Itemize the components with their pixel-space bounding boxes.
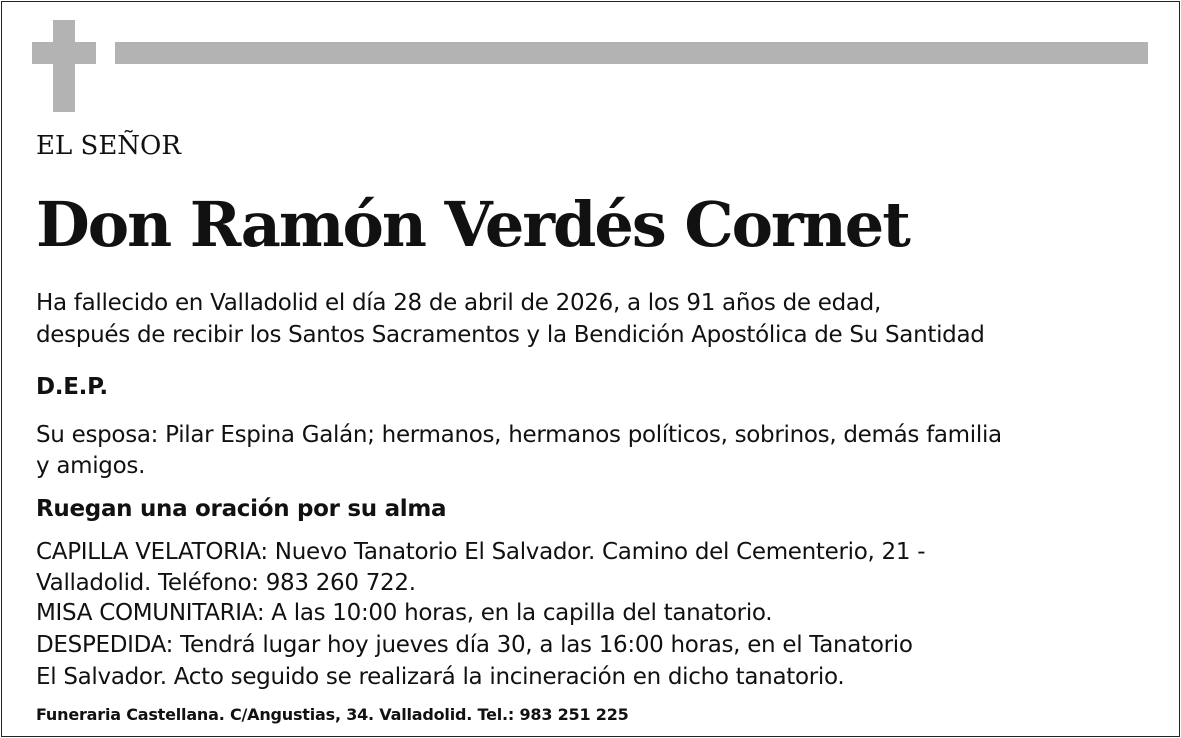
family-line-1: Su esposa: Pilar Espina Galán; hermanos, hermanos políticos, sobrinos, demás familia	[36, 422, 1002, 448]
obituary-frame	[1, 1, 1180, 737]
details-line-4: DESPEDIDA: Tendrá lugar hoy jueves día 30, a las 16:00 horas, en el Tanatorio	[36, 632, 913, 658]
deceased-name: Don Ramón Verdés Cornet	[36, 188, 909, 261]
cross-icon-arm	[32, 42, 96, 64]
announcement-line-2: después de recibir los Santos Sacramentos y la Bendición Apostólica de Su Santidad	[36, 322, 985, 348]
honorific: EL SEÑOR	[36, 131, 181, 161]
announcement-line-1: Ha fallecido en Valladolid el día 28 de abril de 2026, a los 91 años de edad,	[36, 290, 881, 316]
details-line-1: CAPILLA VELATORIA: Nuevo Tanatorio El Salvador. Camino del Cementerio, 21 -	[36, 539, 926, 565]
dep-label: D.E.P.	[36, 374, 108, 400]
family-line-2: y amigos.	[36, 453, 146, 479]
funeral-home-footer: Funeraria Castellana. C/Angustias, 34. Valladolid. Tel.: 983 251 225	[36, 705, 629, 724]
cross-icon	[53, 20, 75, 112]
details-line-5: El Salvador. Acto seguido se realizará la incineración en dicho tanatorio.	[36, 664, 845, 690]
details-line-2: Valladolid. Teléfono: 983 260 722.	[36, 570, 416, 596]
header-divider-bar	[115, 42, 1148, 64]
prayer-request: Ruegan una oración por su alma	[36, 496, 447, 522]
details-line-3: MISA COMUNITARIA: A las 10:00 horas, en la capilla del tanatorio.	[36, 600, 773, 626]
